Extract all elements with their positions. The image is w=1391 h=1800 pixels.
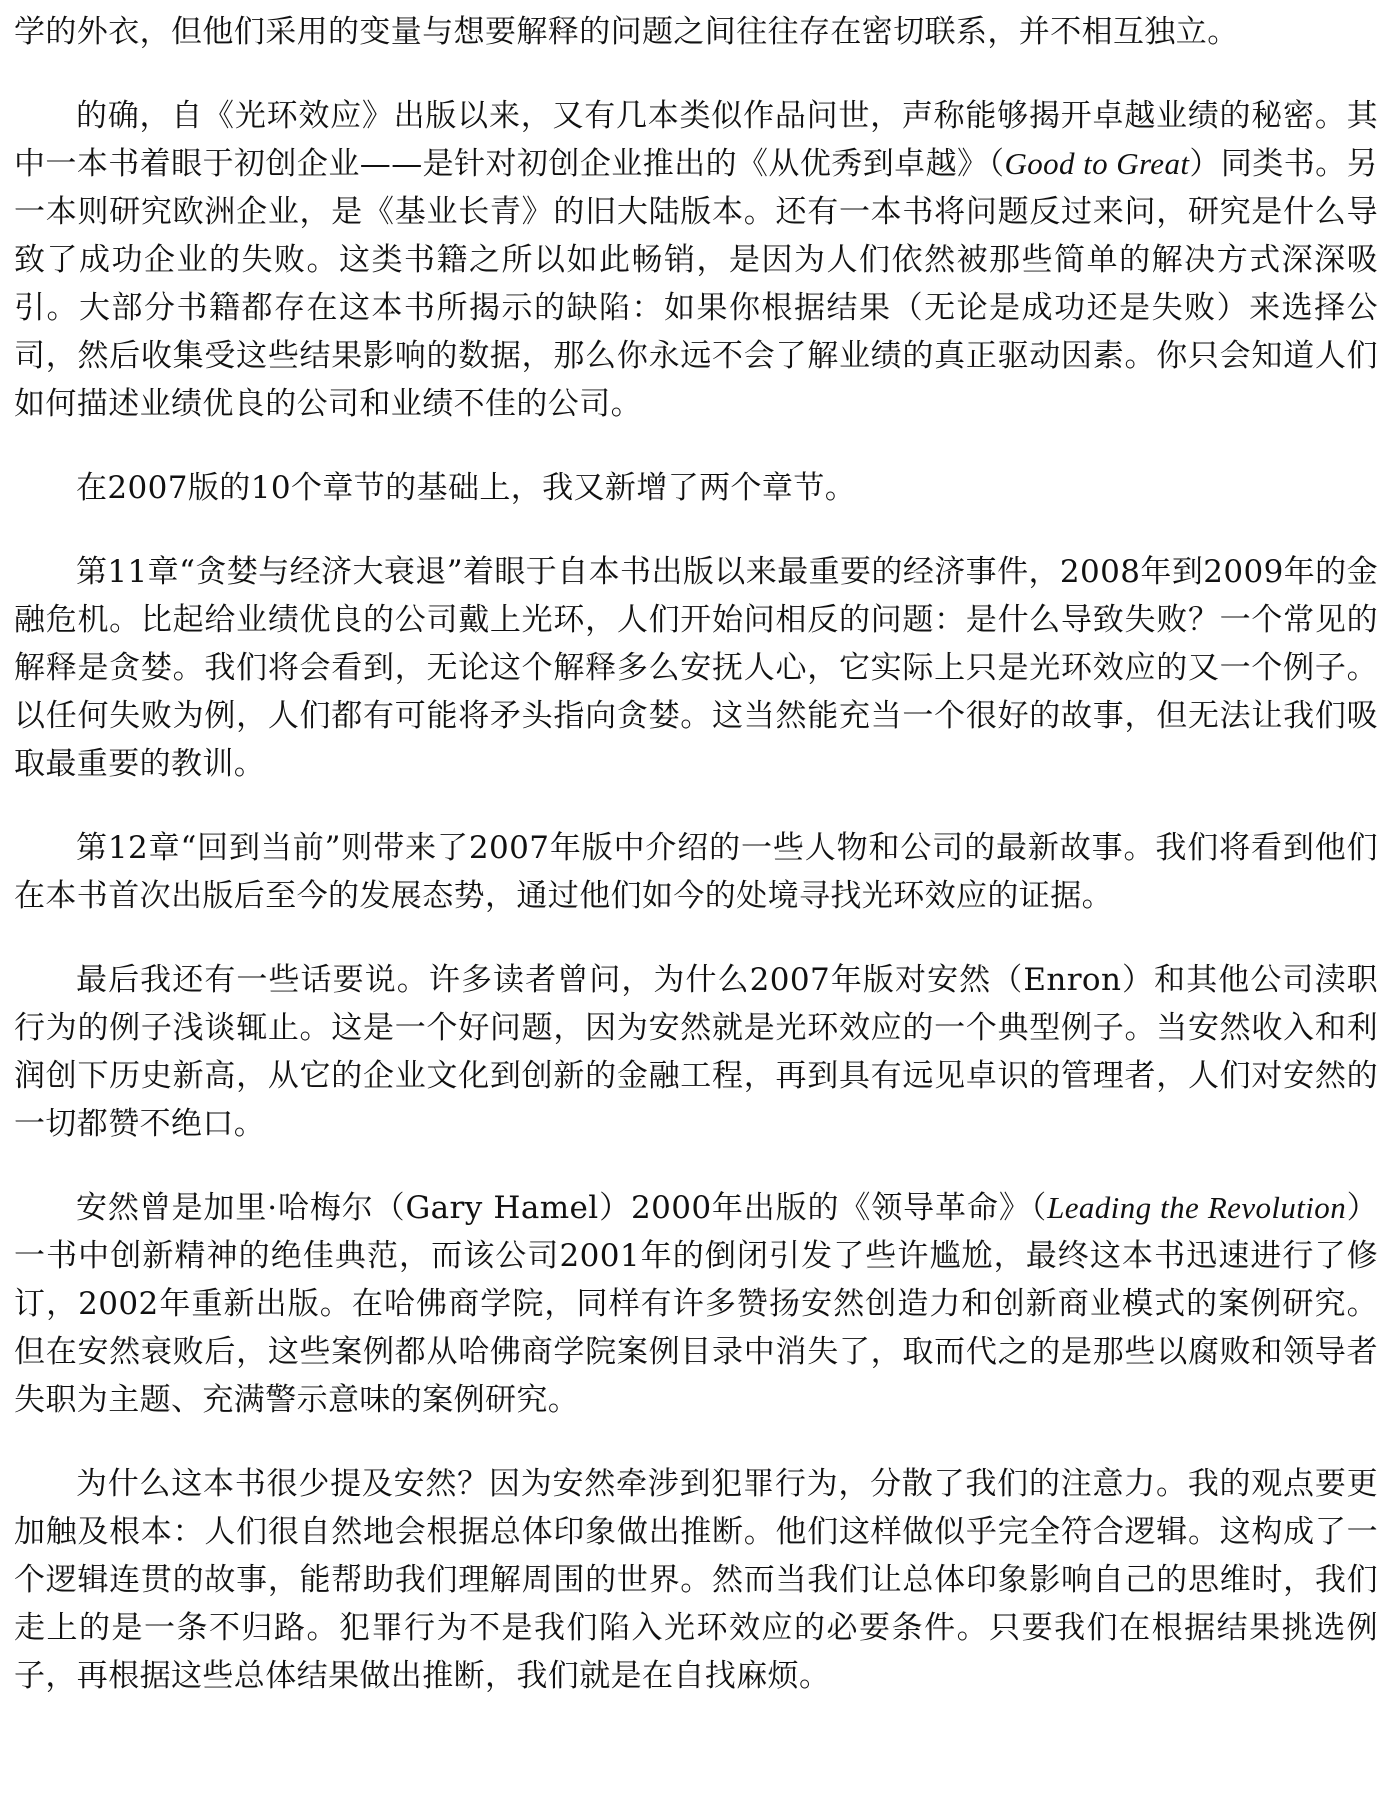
text-column <box>14 8 1378 1736</box>
paragraph <box>14 8 1378 56</box>
paragraph-text: 第11章“贪婪与经济大衰退”着眼于自本书出版以来最重要的经济事件，2008年到2009年的金融危机。比起给业绩优良的公司戴上光环，人们开始问相反的问题：是什么导致失败？一个常见的解释是贪婪。我们将会看到，无论这个解释多么安抚人心，它实际上只是光环效应的又一个例子。以任何失败为例，人们都有可能将矛头指向贪婪。这当然能充当一个很好的故事，但无法让我们吸取最重要的教训。 <box>14 554 1378 782</box>
paragraph-text: 为什么这本书很少提及安然？因为安然牵涉到犯罪行为，分散了我们的注意力。我的观点要更加触及根本：人们很自然地会根据总体印象做出推断。他们这样做似乎完全符合逻辑。这构成了一个逻辑连贯的故事，能帮助我们理解周围的世界。然而当我们让总体印象影响自己的思维时，我们走上的是一条不归路。犯罪行为不是我们陷入光环效应的必要条件。只要我们在根据结果挑选例子，再根据这些总体结果做出推断，我们就是在自找麻烦。 <box>14 1466 1378 1694</box>
paragraph-text: 第12章“回到当前”则带来了2007年版中介绍的一些人物和公司的最新故事。我们将看到他们在本书首次出版后至今的发展态势，通过他们如今的处境寻找光环效应的证据。 <box>14 830 1378 914</box>
paragraph <box>14 824 1378 920</box>
paragraph-text: 在2007版的10个章节的基础上，我又新增了两个章节。 <box>76 470 857 506</box>
paragraph <box>14 956 1378 1148</box>
book-title-italic: Good to Great <box>1004 146 1190 181</box>
paragraph-text: ）一书中创新精神的绝佳典范，而该公司2001年的倒闭引发了些许尴尬，最终这本书迅速进行了修订，2002年重新出版。在哈佛商学院，同样有许多赞扬安然创造力和创新商业模式的案例研究。但在安然衰败后，这些案例都从哈佛商学院案例目录中消失了，取而代之的是那些以腐败和领导者失职为主题、充满警示意味的案例研究。 <box>14 1190 1379 1418</box>
book-title-italic: Leading the Revolution <box>1047 1190 1347 1225</box>
paragraph <box>14 548 1378 788</box>
paragraph <box>14 1460 1378 1700</box>
paragraph-text: 学的外衣，但他们采用的变量与想要解释的问题之间往往存在密切联系，并不相互独立。 <box>14 14 1239 50</box>
paragraph <box>14 1184 1378 1424</box>
paragraph <box>14 464 1378 512</box>
paragraph-text: 安然曾是加里·哈梅尔（Gary Hamel）2000年出版的《领导革命》（ <box>76 1190 1048 1226</box>
paragraph-text: 的确，自《光环效应》出版以来，又有几本类似作品问世，声称能够揭开卓越业绩的秘密。其中一本书着眼于初创企业——是针对初创企业推出的《从优秀到卓越》（ <box>14 98 1378 182</box>
paragraph <box>14 92 1378 428</box>
paragraph-text: ）同类书。另一本则研究欧洲企业，是《基业长青》的旧大陆版本。还有一本书将问题反过来问，研究是什么导致了成功企业的失败。这类书籍之所以如此畅销，是因为人们依然被那些简单的解决方式深深吸引。大部分书籍都存在这本书所揭示的缺陷：如果你根据结果（无论是成功还是失败）来选择公司，然后收集受这些结果影响的数据，那么你永远不会了解业绩的真正驱动因素。你只会知道人们如何描述业绩优良的公司和业绩不佳的公司。 <box>14 146 1379 422</box>
paragraph-text: 最后我还有一些话要说。许多读者曾问，为什么2007年版对安然（Enron）和其他公司渎职行为的例子浅谈辄止。这是一个好问题，因为安然就是光环效应的一个典型例子。当安然收入和利润创下历史新高，从它的企业文化到创新的金融工程，再到具有远见卓识的管理者，人们对安然的一切都赞不绝口。 <box>14 962 1378 1142</box>
